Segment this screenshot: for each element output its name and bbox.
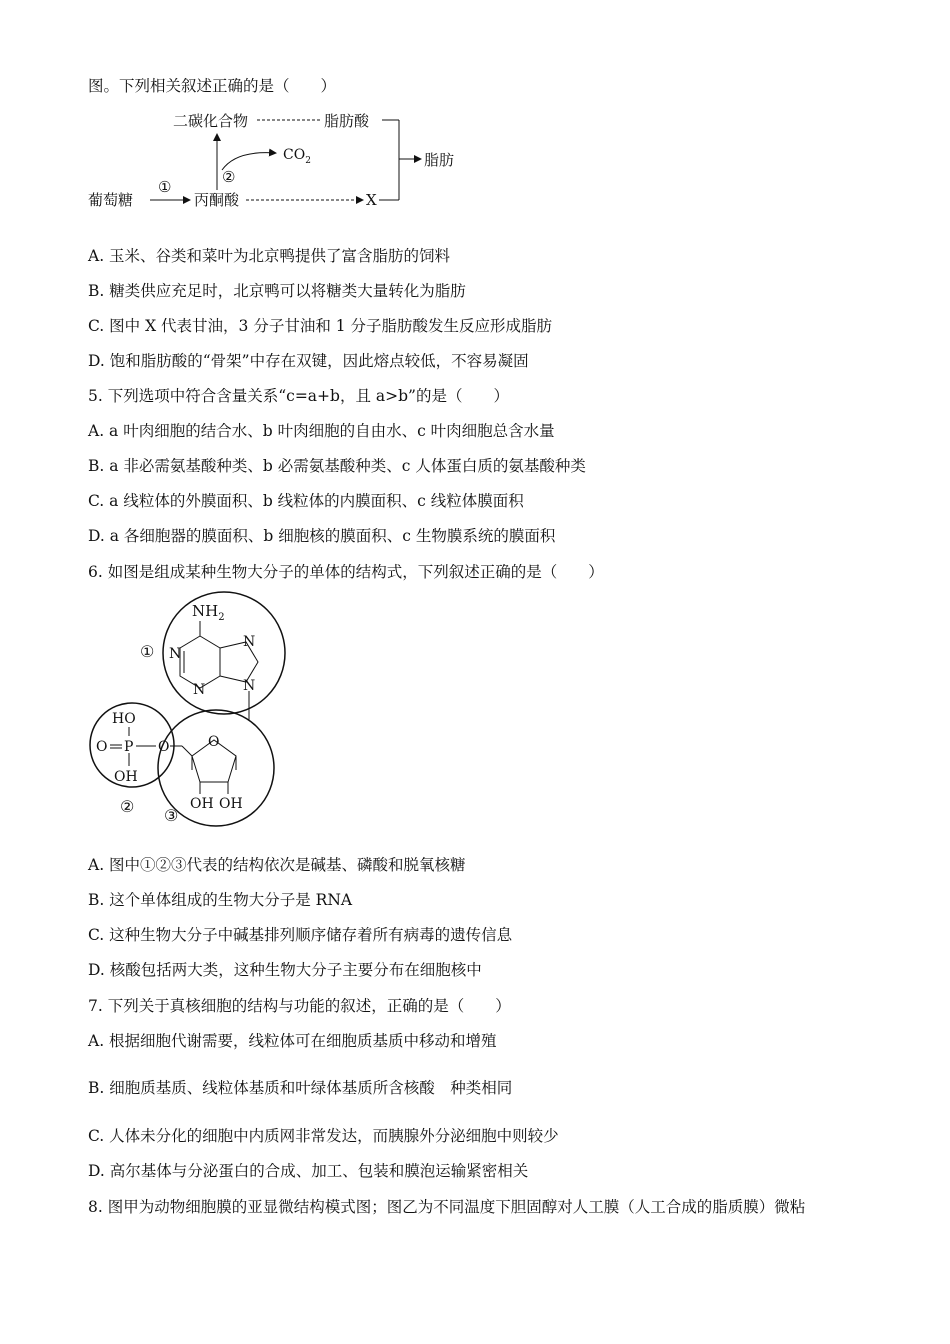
atom-oh-c3: OH: [190, 796, 214, 812]
step-2-marker: ②: [222, 168, 236, 186]
q4-stem-tail: 图。下列相关叙述正确的是（ ）: [88, 77, 337, 95]
label-fat: 脂肪: [424, 151, 455, 169]
nucleotide-structure-diagram: [86, 590, 296, 835]
q5-stem: 5. 下列选项中符合含量关系“c=a+b，且 a>b”的是（ ）: [88, 387, 509, 405]
q7-option-c: C. 人体未分化的细胞中内质网非常发达，而胰腺外分泌细胞中则较少: [88, 1127, 559, 1145]
q7-option-b: B. 细胞质基质、线粒体基质和叶绿体基质所含核酸 种类相同: [88, 1079, 513, 1097]
atom-o-left: O: [96, 739, 108, 755]
atom-o-right: O: [158, 739, 170, 755]
q8-stem: 8. 图甲为动物细胞膜的亚显微结构模式图；图乙为不同温度下胆固醇对人工膜（人工合成的脂质膜）微粘: [88, 1198, 806, 1216]
atom-oh-bottom: OH: [114, 769, 138, 785]
q6-option-c: C. 这种生物大分子中碱基排列顺序储存着所有病毒的遗传信息: [88, 926, 513, 944]
atom-p: P: [124, 739, 134, 755]
step-1-marker: ①: [158, 178, 172, 196]
atom-oh-c2: OH: [219, 796, 243, 812]
label-2: ②: [120, 797, 135, 816]
q5-option-c: C. a 线粒体的外膜面积、b 线粒体的内膜面积、c 线粒体膜面积: [88, 492, 524, 510]
label-nh2: $NH_2$: [192, 602, 225, 623]
label-pyruvate: 丙酮酸: [194, 191, 240, 209]
atom-n-top-right: N: [243, 634, 256, 650]
q7-option-a: A. 根据细胞代谢需要，线粒体可在细胞质基质中移动和增殖: [88, 1032, 497, 1050]
atom-o-ring: O: [208, 734, 220, 750]
base-circle: [163, 592, 285, 714]
label-3: ③: [164, 806, 179, 825]
label-x: X: [366, 191, 377, 209]
q4-option-d: D. 饱和脂肪酸的“骨架”中存在双键，因此熔点较低，不容易凝固: [88, 352, 529, 370]
atom-n-bottom-right: N: [243, 678, 256, 694]
q4-option-c: C. 图中 X 代表甘油，3 分子甘油和 1 分子脂肪酸发生反应形成脂肪: [88, 317, 553, 335]
q6-option-b: B. 这个单体组成的生物大分子是 RNA: [88, 891, 353, 909]
label-1: ①: [140, 642, 155, 661]
bond-ch2: [182, 746, 192, 756]
q6-option-d: D. 核酸包括两大类，这种生物大分子主要分布在细胞核中: [88, 961, 482, 979]
atom-n-bottom: N: [193, 682, 206, 698]
q7-stem: 7. 下列关于真核细胞的结构与功能的叙述，正确的是（ ）: [88, 997, 511, 1015]
q7-option-d: D. 高尔基体与分泌蛋白的合成、加工、包装和膜泡运输紧密相关: [88, 1162, 529, 1180]
atom-n-left: N: [169, 646, 182, 662]
q4-option-a: A. 玉米、谷类和菜叶为北京鸭提供了富含脂肪的饲料: [88, 247, 451, 265]
q5-option-b: B. a 非必需氨基酸种类、b 必需氨基酸种类、c 人体蛋白质的氨基酸种类: [88, 457, 586, 475]
label-two-carbon: 二碳化合物: [173, 112, 249, 130]
q5-option-d: D. a 各细胞器的膜面积、b 细胞核的膜面积、c 生物膜系统的膜面积: [88, 527, 556, 545]
q6-option-a: A. 图中①②③代表的结构依次是碱基、磷酸和脱氧核糖: [88, 856, 466, 874]
label-fatty-acid: 脂肪酸: [324, 112, 370, 130]
q5-option-a: A. a 叶肉细胞的结合水、b 叶肉细胞的自由水、c 叶肉细胞总含水量: [88, 422, 555, 440]
fat-synthesis-diagram: [86, 104, 476, 216]
q4-option-b: B. 糖类供应充足时，北京鸭可以将糖类大量转化为脂肪: [88, 282, 466, 300]
purine-ring-six: [180, 636, 220, 688]
q6-stem: 6. 如图是组成某种生物大分子的单体的结构式，下列叙述正确的是（ ）: [88, 563, 604, 581]
atom-ho: HO: [112, 711, 136, 727]
label-co2: $CO_2$: [283, 147, 311, 166]
label-glucose: 葡萄糖: [88, 191, 134, 209]
